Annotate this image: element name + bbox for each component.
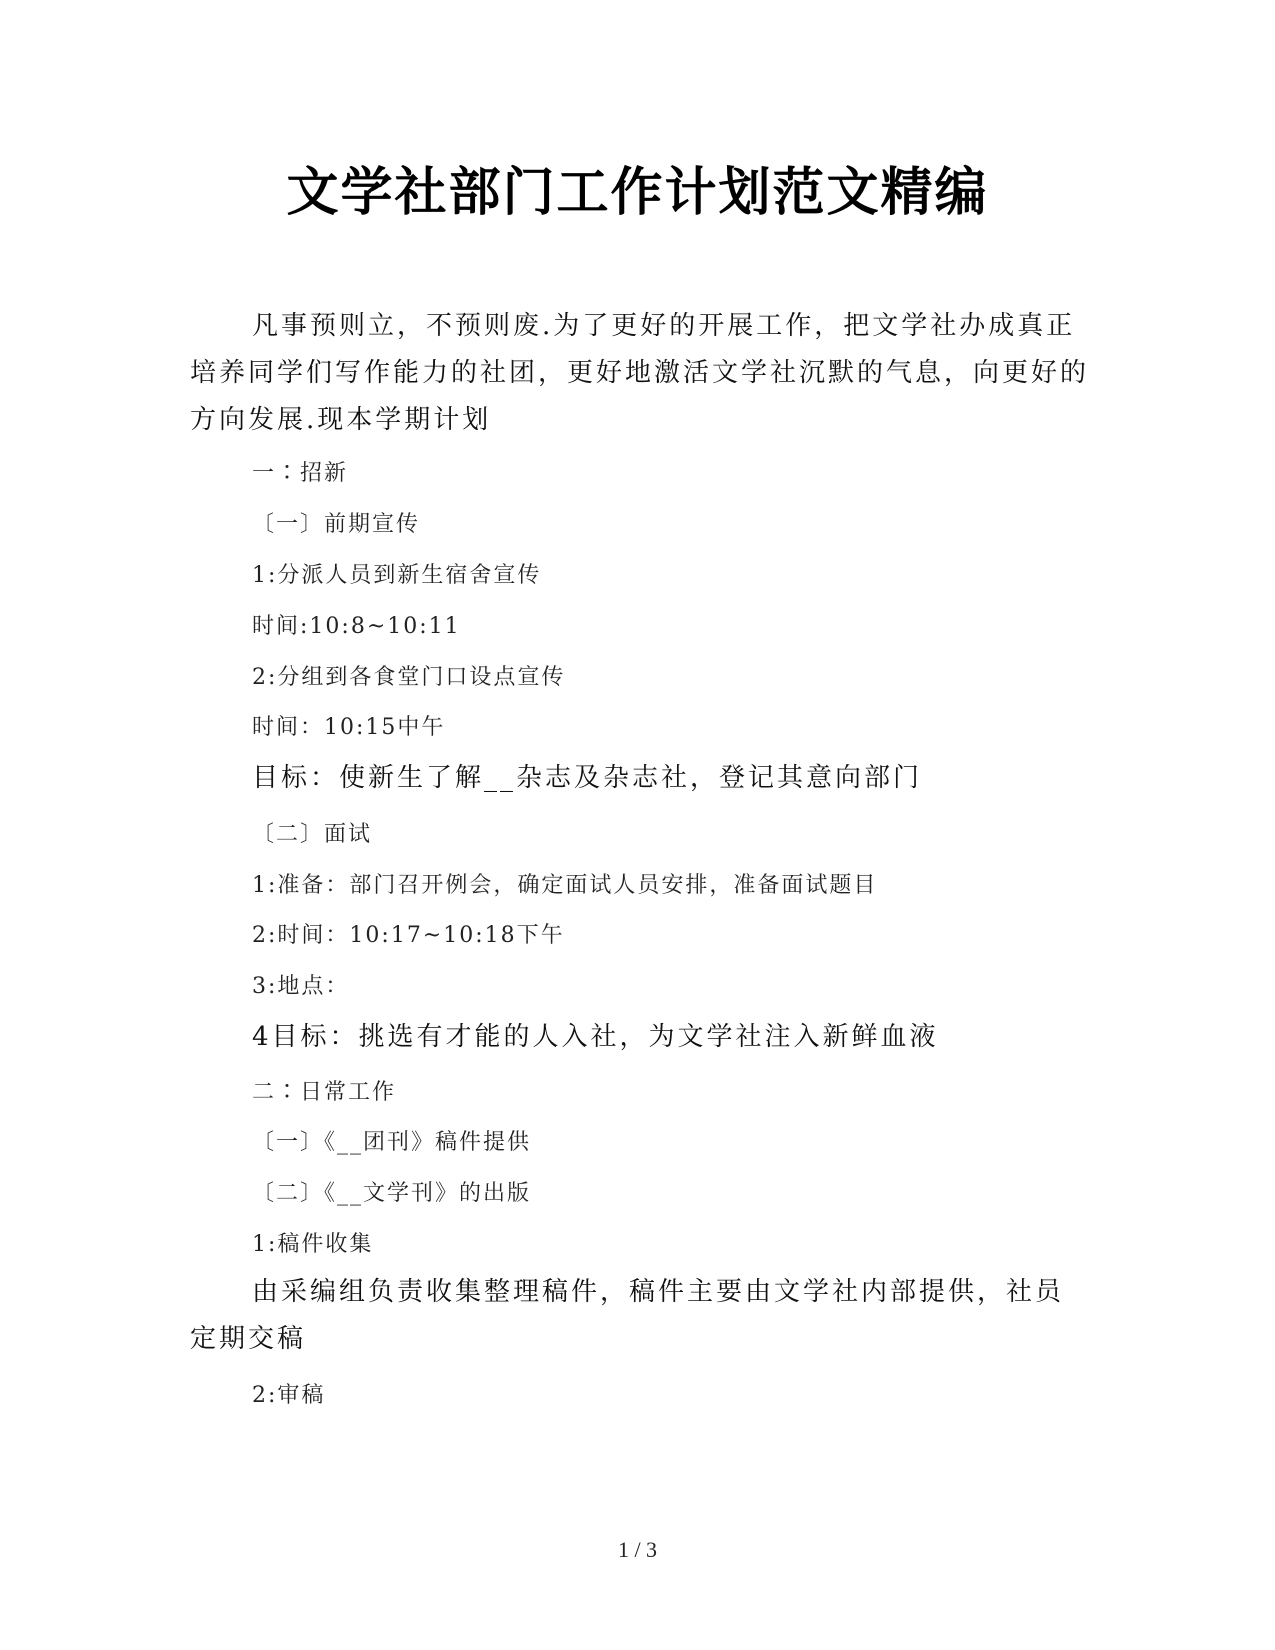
list-item-time: 2:时间：10:17~10:18下午: [252, 923, 565, 948]
list-item-goal: 4目标：挑选有才能的人入社，为文学社注入新鲜血液: [252, 1022, 939, 1052]
subsection-league-journal: 〔一〕《__团刊》稿件提供: [252, 1130, 532, 1155]
list-item-review: 2:审稿: [252, 1383, 326, 1408]
document-title: 文学社部门工作计划范文精编: [286, 162, 989, 223]
collection-paragraph: 由采编组负责收集整理稿件，稿件主要由文学社内部提供，社员定期交稿: [190, 1277, 1065, 1354]
list-item-preparation: 1:准备：部门召开例会，确定面试人员安排，准备面试题目: [252, 873, 878, 898]
list-item-time: 时间：10:15中午: [252, 715, 446, 740]
subsection-literature-journal: 〔二〕《__文学刊》的出版: [252, 1181, 532, 1206]
page-number: 1 / 3: [617, 1537, 658, 1562]
subsection-publicity-heading: 〔一〕前期宣传: [252, 512, 421, 537]
list-item-time: 时间:10:8~10:11: [252, 614, 461, 639]
subsection-interview-heading: 〔二〕面试: [252, 822, 373, 847]
section-recruitment-heading: 一∶招新: [252, 461, 349, 486]
list-item-goal: 目标：使新生了解__杂志及杂志社，登记其意向部门: [252, 763, 923, 793]
section-daily-work-heading: 二∶日常工作: [252, 1080, 397, 1105]
list-item-location: 3:地点：: [252, 974, 350, 999]
list-item-dorm-publicity: 1:分派人员到新生宿舍宣传: [252, 563, 542, 588]
list-item-canteen-publicity: 2:分组到各食堂门口设点宣传: [252, 665, 566, 690]
list-item-manuscript-collection: 1:稿件收集: [252, 1232, 374, 1257]
intro-paragraph: 凡事预则立，不预则废.为了更好的开展工作，把文学社办成真正培养同学们写作能力的社团，更好地激活文学社沉默的气息，向更好的方向发展.现本学期计划: [190, 311, 1090, 435]
